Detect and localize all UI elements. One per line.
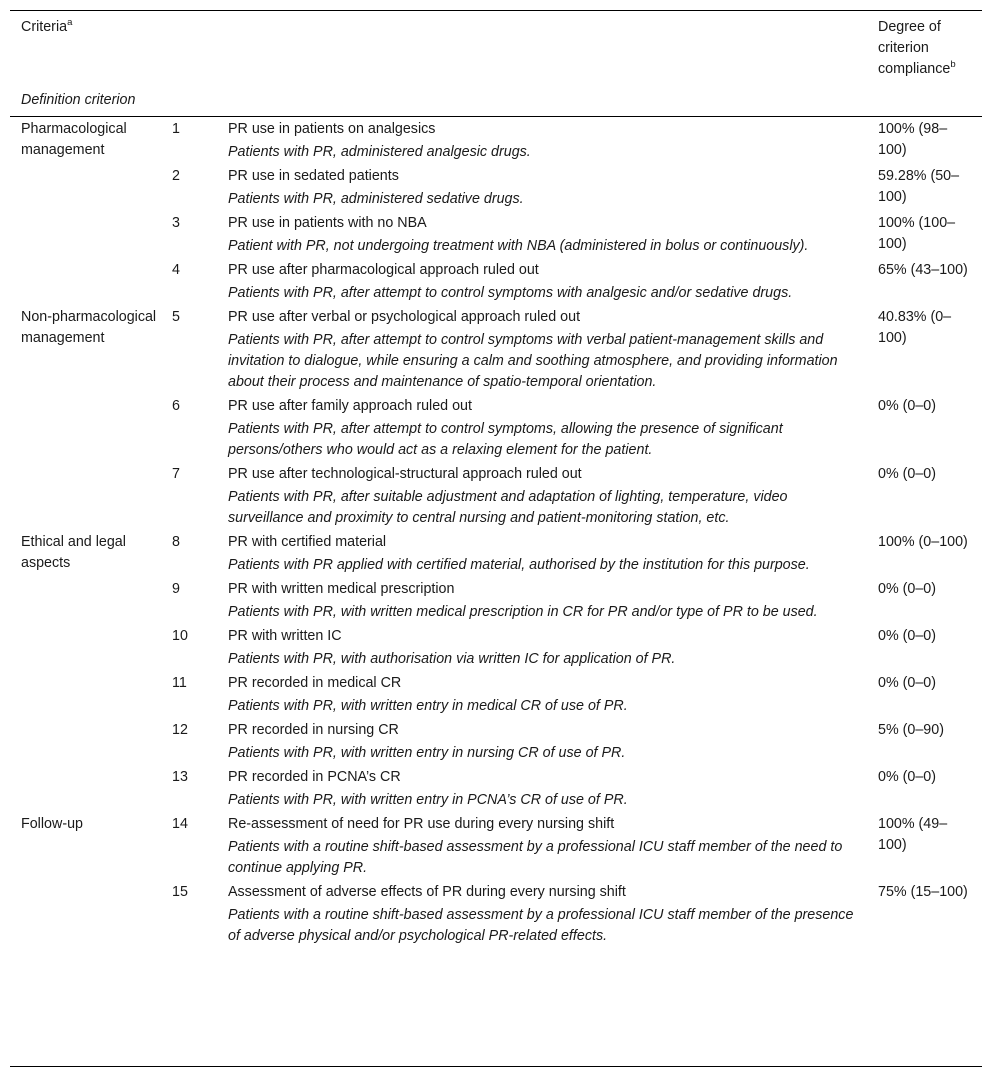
table-row <box>10 578 982 625</box>
header-criteria: Criteria$^a$ <box>21 17 73 35</box>
criterion-text-cell <box>228 579 868 623</box>
criterion-number: 7 <box>172 466 180 482</box>
table-row <box>10 766 982 813</box>
table-row <box>10 813 982 881</box>
table-row <box>10 625 982 672</box>
header-rule <box>10 116 982 117</box>
criterion-number: 3 <box>172 215 180 231</box>
table-body <box>10 118 982 949</box>
compliance-value: 100% (49–100) <box>878 816 948 853</box>
criterion-name: PR with written IC <box>228 628 342 644</box>
compliance-value: 100% (98–100) <box>878 121 948 158</box>
criterion-name: PR use after family approach ruled out <box>228 398 472 414</box>
compliance-value: 5% (0–90) <box>878 722 944 738</box>
criterion-name: PR with certified material <box>228 534 387 550</box>
criterion-text-cell <box>228 882 868 947</box>
compliance-value: 0% (0–0) <box>878 675 937 691</box>
criterion-name: PR recorded in medical CR <box>228 675 402 691</box>
criterion-number: 14 <box>172 816 188 832</box>
criterion-name: PR recorded in nursing CR <box>228 722 399 738</box>
compliance-value: 0% (0–0) <box>878 466 937 482</box>
category-cell <box>10 626 162 670</box>
criterion-number: 4 <box>172 262 180 278</box>
compliance-value: 59.28% (50–100) <box>878 168 960 205</box>
criterion-definition: Patients with PR, with written entry in PCNA’s CR of use of PR. <box>228 792 628 808</box>
criterion-number: 6 <box>172 398 180 414</box>
category-cell <box>10 166 162 210</box>
category-cell <box>10 814 162 879</box>
criterion-text-cell <box>228 720 868 764</box>
criterion-definition: Patients with a routine shift-based assessment by a professional ICU staff member of the need to continue applying PR. <box>228 839 843 876</box>
criterion-text-cell <box>228 396 868 461</box>
category-cell <box>10 882 162 947</box>
table-row <box>10 672 982 719</box>
criterion-definition: Patients with PR, after suitable adjustment and adaptation of lighting, temperature, video surveillance and proximity to central nursing and patient-monitoring station, etc. <box>228 489 788 526</box>
table-row <box>10 165 982 212</box>
criterion-text-cell <box>228 119 868 163</box>
criterion-definition: Patients with PR, after attempt to control symptoms, allowing the presence of significant persons/others who would act as a relaxing element for the patient. <box>228 421 783 458</box>
criterion-text-cell <box>228 166 868 210</box>
criterion-name: PR use after pharmacological approach ruled out <box>228 262 539 278</box>
table-row <box>10 259 982 306</box>
category-cell <box>10 673 162 717</box>
criterion-text-cell <box>228 673 868 717</box>
table-bottom-rule <box>10 1066 982 1067</box>
criterion-definition: Patients with PR, after attempt to control symptoms with verbal patient-management skills and invitation to dialogue, while ensuring a calm and soothing atmosphere, and providing information about their process and maintenance of spatio-temporal orientation. <box>228 332 838 390</box>
compliance-value: 100% (0–100) <box>878 534 968 550</box>
criterion-name: PR use in sedated patients <box>228 168 399 184</box>
criterion-number: 13 <box>172 769 188 785</box>
category-label: Pharmacological management <box>21 121 127 158</box>
criterion-name: PR with written medical prescription <box>228 581 455 597</box>
criterion-definition: Patients with PR applied with certified material, authorised by the institution for this purpose. <box>228 557 810 573</box>
criterion-name: PR use after verbal or psychological approach ruled out <box>228 309 581 325</box>
criterion-name: Re-assessment of need for PR use during every nursing shift <box>228 816 615 832</box>
table-row <box>10 531 982 578</box>
table-row <box>10 719 982 766</box>
criterion-text-cell <box>228 464 868 529</box>
category-label: Ethical and legal aspects <box>21 534 126 571</box>
table-row <box>10 306 982 395</box>
criterion-number: 2 <box>172 168 180 184</box>
table-row <box>10 118 982 165</box>
criterion-number: 9 <box>172 581 180 597</box>
criterion-text-cell <box>228 307 868 393</box>
category-cell <box>10 767 162 811</box>
category-label: Non-pharmacological management <box>21 309 157 346</box>
compliance-value: 0% (0–0) <box>878 581 937 597</box>
criterion-name: Assessment of adverse effects of PR during every nursing shift <box>228 884 626 900</box>
criterion-name: PR use in patients with no NBA <box>228 215 427 231</box>
category-cell <box>10 307 162 393</box>
criterion-text-cell <box>228 213 868 257</box>
criterion-number: 5 <box>172 309 180 325</box>
criterion-number: 1 <box>172 121 180 137</box>
table-row <box>10 395 982 463</box>
criterion-definition: Patients with PR, administered sedative drugs. <box>228 191 524 207</box>
criterion-text-cell <box>228 532 868 576</box>
criterion-number: 12 <box>172 722 188 738</box>
criterion-text-cell <box>228 626 868 670</box>
criterion-name: PR recorded in PCNA’s CR <box>228 769 401 785</box>
header-definition-criterion: Definition criterion <box>21 92 136 108</box>
criterion-number: 10 <box>172 628 188 644</box>
criterion-name: PR use after technological-structural approach ruled out <box>228 466 582 482</box>
criterion-definition: Patients with PR, with written medical prescription in CR for PR and/or type of PR to be used. <box>228 604 818 620</box>
category-cell <box>10 579 162 623</box>
criterion-number: 8 <box>172 534 180 550</box>
compliance-value: 100% (100–100) <box>878 215 956 252</box>
criterion-text-cell <box>228 814 868 879</box>
criterion-number: 15 <box>172 884 188 900</box>
category-cell <box>10 213 162 257</box>
table-row <box>10 212 982 259</box>
category-cell <box>10 119 162 163</box>
category-cell <box>10 720 162 764</box>
criterion-name: PR use in patients on analgesics <box>228 121 436 137</box>
criterion-definition: Patients with PR, after attempt to control symptoms with analgesic and/or sedative drugs. <box>228 285 793 301</box>
compliance-value: 40.83% (0–100) <box>878 309 952 346</box>
category-cell <box>10 464 162 529</box>
criterion-definition: Patient with PR, not undergoing treatment with NBA (administered in bolus or continuously). <box>228 238 809 254</box>
compliance-value: 0% (0–0) <box>878 628 937 644</box>
compliance-value: 0% (0–0) <box>878 769 937 785</box>
criterion-number: 11 <box>172 675 187 691</box>
criterion-definition: Patients with PR, with authorisation via written IC for application of PR. <box>228 651 676 667</box>
category-cell <box>10 532 162 576</box>
criterion-definition: Patients with PR, administered analgesic drugs. <box>228 144 531 160</box>
table-top-rule <box>10 10 982 11</box>
category-cell <box>10 396 162 461</box>
criterion-text-cell <box>228 260 868 304</box>
category-cell <box>10 260 162 304</box>
compliance-value: 65% (43–100) <box>878 262 968 278</box>
header-degree-compliance: Degree of criterion compliance$^b$ <box>878 19 956 77</box>
compliance-value: 75% (15–100) <box>878 884 968 900</box>
criterion-text-cell <box>228 767 868 811</box>
criterion-definition: Patients with a routine shift-based assessment by a professional ICU staff member of the presence of adverse physical and/or psychological PR-related effects. <box>228 907 854 944</box>
table-row <box>10 463 982 531</box>
category-label: Follow-up <box>21 816 83 832</box>
criterion-definition: Patients with PR, with written entry in medical CR of use of PR. <box>228 698 628 714</box>
table-row <box>10 881 982 949</box>
compliance-value: 0% (0–0) <box>878 398 937 414</box>
criterion-definition: Patients with PR, with written entry in nursing CR of use of PR. <box>228 745 626 761</box>
